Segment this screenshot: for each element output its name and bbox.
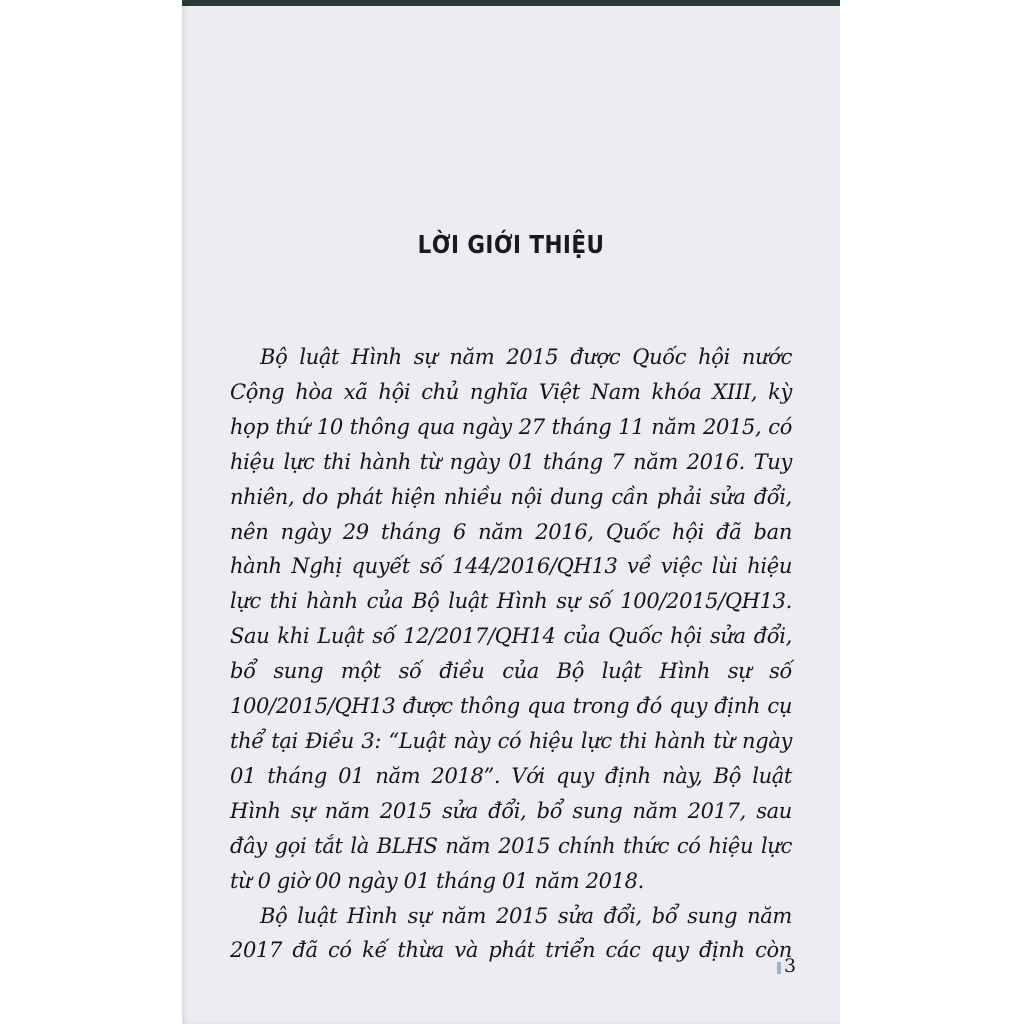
- page-number-marker: [777, 962, 781, 974]
- text-line: 100/2015/QH13 được thông qua trong đó quy định cụ: [230, 694, 792, 719]
- text-line: nhiên, do phát hiện nhiều nội dung cần phải sửa đổi,: [230, 484, 792, 509]
- text-line: bổ sung một số điều của Bộ luật Hình sự số: [230, 659, 792, 684]
- text-line: đây gọi tắt là BLHS năm 2015 chính thức có hiệu lực: [230, 833, 792, 858]
- text-line: hiệu lực thi hành từ ngày 01 tháng 7 năm 2016. Tuy: [230, 449, 792, 474]
- page-edge: [182, 0, 840, 6]
- page-title: LỜI GIỚI THIỆU: [417, 230, 605, 259]
- text-line: Bộ luật Hình sự năm 2015 sửa đổi, bổ sung năm: [260, 903, 792, 928]
- text-line: họp thứ 10 thông qua ngày 27 tháng 11 năm 2015, có: [230, 414, 792, 439]
- body-text: [230, 340, 792, 968]
- text-line: Sau khi Luật số 12/2017/QH14 của Quốc hội sửa đổi,: [230, 624, 792, 649]
- text-line: nên ngày 29 tháng 6 năm 2016, Quốc hội đã ban: [230, 519, 792, 544]
- text-line: lực thi hành của Bộ luật Hình sự số 100/2015/QH13.: [230, 589, 792, 614]
- text-line: từ 0 giờ 00 ngày 01 tháng 01 năm 2018.: [230, 868, 644, 893]
- text-line: Cộng hòa xã hội chủ nghĩa Việt Nam khóa XIII, kỳ: [230, 379, 792, 404]
- text-line: Bộ luật Hình sự năm 2015 được Quốc hội nước: [260, 345, 792, 369]
- text-line: thể tại Điều 3: “Luật này có hiệu lực thi hành từ ngày: [230, 728, 792, 753]
- text-line: 01 tháng 01 năm 2018”. Với quy định này, Bộ luật: [230, 763, 792, 788]
- text-line: 2017 đã có kế thừa và phát triển các quy định còn: [230, 938, 792, 963]
- page-number: 3: [784, 955, 797, 977]
- text-line: Hình sự năm 2015 sửa đổi, bổ sung năm 2017, sau: [230, 798, 792, 823]
- text-line: hành Nghị quyết số 144/2016/QH13 về việc lùi hiệu: [230, 554, 792, 579]
- book-page: [182, 0, 840, 1024]
